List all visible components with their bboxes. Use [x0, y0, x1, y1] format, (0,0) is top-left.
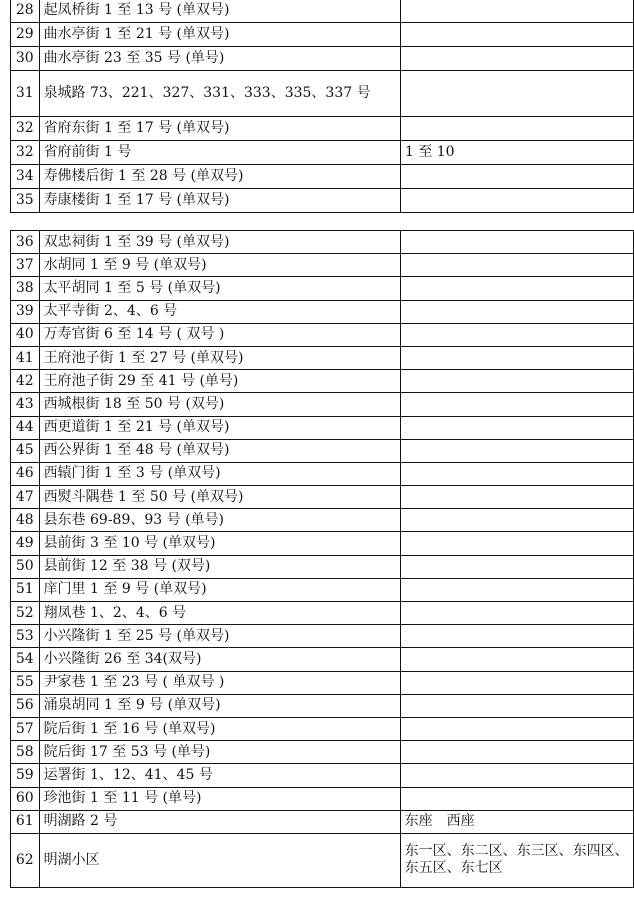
- table-row: [11, 810, 634, 833]
- address-cell: 小兴隆街 1 至 25 号 (单双号): [39, 625, 400, 648]
- table-row: [11, 0, 634, 23]
- row-number: 44: [11, 416, 40, 439]
- address-cell: 院后街 17 至 53 号 (单号): [39, 741, 400, 764]
- row-number: 55: [11, 671, 40, 694]
- address-table-top-body: [11, 0, 634, 213]
- address-cell: 王府池子街 29 至 41 号 (单号): [39, 370, 400, 393]
- table-row: [11, 300, 634, 323]
- table-row: [11, 439, 634, 462]
- table-row: [11, 486, 634, 509]
- address-cell: 珍池街 1 至 11 号 (单号): [39, 787, 400, 810]
- row-number: 61: [11, 810, 40, 833]
- row-number: 50: [11, 555, 40, 578]
- table-row: [11, 578, 634, 601]
- row-number: 46: [11, 462, 40, 485]
- table-row: [11, 165, 634, 189]
- note-cell: [400, 694, 633, 717]
- table-row: [11, 532, 634, 555]
- address-cell: 西更道街 1 至 21 号 (单双号): [39, 416, 400, 439]
- row-number: 40: [11, 323, 40, 346]
- note-cell: 1 至 10: [400, 141, 633, 165]
- note-cell: [400, 462, 633, 485]
- note-cell: 东座 西座: [400, 810, 633, 833]
- row-number: 30: [11, 47, 40, 71]
- table-row: [11, 717, 634, 740]
- address-cell: 西城根街 18 至 50 号 (双号): [39, 393, 400, 416]
- note-cell: [400, 555, 633, 578]
- address-cell: 曲水亭街 23 至 35 号 (单号): [39, 47, 400, 71]
- note-cell: [400, 764, 633, 787]
- row-number: 56: [11, 694, 40, 717]
- note-cell: [400, 370, 633, 393]
- note-cell: [400, 346, 633, 369]
- note-cell: [400, 231, 633, 254]
- note-cell: [400, 625, 633, 648]
- table-row: [11, 462, 634, 485]
- row-number: 38: [11, 277, 40, 300]
- address-cell: 王府池子街 1 至 27 号 (单双号): [39, 346, 400, 369]
- row-number: 34: [11, 165, 40, 189]
- row-number: 57: [11, 717, 40, 740]
- address-cell: 县前街 12 至 38 号 (双号): [39, 555, 400, 578]
- address-cell: 小兴隆街 26 至 34(双号): [39, 648, 400, 671]
- address-cell: 省府前街 1 号: [39, 141, 400, 165]
- table-row: [11, 741, 634, 764]
- row-number: 41: [11, 346, 40, 369]
- row-number: 47: [11, 486, 40, 509]
- note-cell: [400, 717, 633, 740]
- address-cell: 寿康楼街 1 至 17 号 (单双号): [39, 189, 400, 213]
- address-table-bottom: [10, 230, 634, 888]
- row-number: 59: [11, 764, 40, 787]
- row-number: 45: [11, 439, 40, 462]
- table-row: [11, 555, 634, 578]
- address-cell: 翔凤巷 1、2、4、6 号: [39, 602, 400, 625]
- address-cell: 院后街 1 至 16 号 (单双号): [39, 717, 400, 740]
- table-row: [11, 764, 634, 787]
- address-cell: 县东巷 69-89、93 号 (单号): [39, 509, 400, 532]
- address-cell: 曲水亭街 1 至 21 号 (单双号): [39, 23, 400, 47]
- address-cell: 尹家巷 1 至 23 号 ( 单双号 ): [39, 671, 400, 694]
- note-cell: [400, 741, 633, 764]
- table-row: [11, 71, 634, 117]
- row-number: 29: [11, 23, 40, 47]
- address-cell: 省府东街 1 至 17 号 (单双号): [39, 117, 400, 141]
- address-cell: 起凤桥街 1 至 13 号 (单双号): [39, 0, 400, 23]
- row-number: 32: [11, 117, 40, 141]
- note-cell: [400, 117, 633, 141]
- note-cell: [400, 671, 633, 694]
- note-cell: [400, 0, 633, 23]
- address-table-bottom-body: [11, 231, 634, 888]
- table-row: [11, 47, 634, 71]
- note-cell: [400, 23, 633, 47]
- row-number: 48: [11, 509, 40, 532]
- address-cell: 水胡同 1 至 9 号 (单双号): [39, 254, 400, 277]
- table-row: [11, 141, 634, 165]
- note-cell: [400, 416, 633, 439]
- address-cell: 县前街 3 至 10 号 (单双号): [39, 532, 400, 555]
- note-cell: [400, 165, 633, 189]
- row-number: 31: [11, 71, 40, 117]
- address-table-top: [10, 0, 634, 213]
- address-cell: 太平胡同 1 至 5 号 (单双号): [39, 277, 400, 300]
- table-row: [11, 625, 634, 648]
- address-cell: 太平寺街 2、4、6 号: [39, 300, 400, 323]
- table-row: [11, 671, 634, 694]
- address-cell: 泉城路 73、221、327、331、333、335、337 号: [39, 71, 400, 117]
- table-row: [11, 277, 634, 300]
- note-cell: [400, 532, 633, 555]
- row-number: 52: [11, 602, 40, 625]
- table-row: [11, 648, 634, 671]
- address-cell: 双忠祠街 1 至 39 号 (单双号): [39, 231, 400, 254]
- table-row: [11, 416, 634, 439]
- row-number: 60: [11, 787, 40, 810]
- note-cell: 东一区、东二区、东三区、东四区、东五区、东七区: [400, 833, 633, 887]
- row-number: 35: [11, 189, 40, 213]
- row-number: 32: [11, 141, 40, 165]
- table-row: [11, 787, 634, 810]
- note-cell: [400, 71, 633, 117]
- note-cell: [400, 787, 633, 810]
- row-number: 62: [11, 833, 40, 887]
- address-cell: 万寿官街 6 至 14 号 ( 双号 ): [39, 323, 400, 346]
- note-cell: [400, 323, 633, 346]
- address-cell: 西公界街 1 至 48 号 (单双号): [39, 439, 400, 462]
- address-cell: 运署街 1、12、41、45 号: [39, 764, 400, 787]
- note-cell: [400, 277, 633, 300]
- note-cell: [400, 189, 633, 213]
- note-cell: [400, 300, 633, 323]
- table-row: [11, 833, 634, 887]
- row-number: 39: [11, 300, 40, 323]
- table-row: [11, 189, 634, 213]
- row-number: 51: [11, 578, 40, 601]
- table-row: [11, 117, 634, 141]
- address-cell: 西熨斗隅巷 1 至 50 号 (单双号): [39, 486, 400, 509]
- table-row: [11, 346, 634, 369]
- row-number: 53: [11, 625, 40, 648]
- table-row: [11, 509, 634, 532]
- note-cell: [400, 602, 633, 625]
- table-row: [11, 370, 634, 393]
- row-number: 28: [11, 0, 40, 23]
- note-cell: [400, 393, 633, 416]
- address-cell: 明湖小区: [39, 833, 400, 887]
- table-row: [11, 393, 634, 416]
- note-cell: [400, 439, 633, 462]
- row-number: 37: [11, 254, 40, 277]
- note-cell: [400, 578, 633, 601]
- note-cell: [400, 47, 633, 71]
- table-row: [11, 694, 634, 717]
- address-cell: 涌泉胡同 1 至 9 号 (单双号): [39, 694, 400, 717]
- address-cell: 西辕门街 1 至 3 号 (单双号): [39, 462, 400, 485]
- row-number: 42: [11, 370, 40, 393]
- table-row: [11, 23, 634, 47]
- row-number: 43: [11, 393, 40, 416]
- address-cell: 庠门里 1 至 9 号 (单双号): [39, 578, 400, 601]
- row-number: 49: [11, 532, 40, 555]
- address-cell: 明湖路 2 号: [39, 810, 400, 833]
- note-cell: [400, 648, 633, 671]
- note-cell: [400, 486, 633, 509]
- row-number: 54: [11, 648, 40, 671]
- address-cell: 寿佛楼后街 1 至 28 号 (单双号): [39, 165, 400, 189]
- row-number: 36: [11, 231, 40, 254]
- note-cell: [400, 254, 633, 277]
- table-row: [11, 254, 634, 277]
- table-row: [11, 602, 634, 625]
- table-row: [11, 231, 634, 254]
- note-cell: [400, 509, 633, 532]
- row-number: 58: [11, 741, 40, 764]
- table-row: [11, 323, 634, 346]
